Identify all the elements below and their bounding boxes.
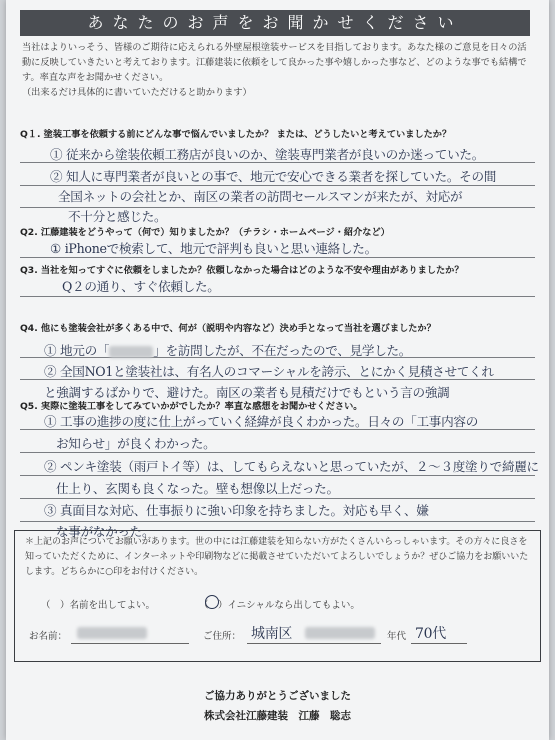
option-initial[interactable]: （ ）イニシャルなら出してもよい。 — [199, 600, 360, 611]
question-5: Q5. 実際に塗装工事をしてみていかがでしたか？率直な感想をお聞かせください。 — [20, 401, 363, 412]
thanks-text: ご協力ありがとうございました — [204, 690, 351, 702]
age-line — [411, 643, 467, 644]
option-name[interactable]: （ ）名前を出してよい。 — [41, 600, 156, 611]
intro-note: （出来るだけ具体的に書いていただけると助かります） — [22, 87, 252, 98]
answer-line — [20, 452, 535, 453]
answer-1-line-2: ② 知人に専門業者が良いとの事で、地元で安心できる業者を探していた。その間 — [50, 169, 497, 184]
redacted-address — [305, 627, 375, 639]
address-line — [247, 643, 381, 644]
answer-5-line-6: な事がなかった。 — [56, 524, 155, 539]
consent-request: ＊上記のお声についてお願いがあります。世の中には江藤建装を知らない方がたくさんいらっしゃいます。その方々に良さを知っていただくために、インターネットや印刷物などに掲載させていただいてよろしいでしょうか？ぜひご協力をお願いいたします。どちらかに○印をお付けください。 — [25, 537, 529, 577]
answer-line — [20, 257, 535, 258]
answer-5-line-1: ① 工事の進捗の度に仕上がっていく経緯が良くわかった。日々の「工事内容の — [44, 414, 478, 429]
selected-circle-mark — [205, 595, 219, 609]
company-signature: 株式会社江藤建装 江藤 聡志 — [204, 710, 351, 722]
answer-5-line-3: ② ペンキ塗装（雨戸トイ等）は、してもらえないと思っていたが、２〜３度塗りで綺麗に — [44, 459, 539, 474]
answer-5-line-2: お知らせ」が良くわかった。 — [56, 436, 216, 451]
address-label: ご住所： — [203, 631, 242, 642]
answer-1-line-4: 不十分と感じた。 — [68, 209, 167, 224]
intro-paragraph: 当社はよりいっそう、皆様のご期待に応えられる外壁屋根塗装サービスを目指しております。あなた様のご意見を日々の活動に反映していきたいと考えております。江藤建装に依頼をして良かった事や嬉しかった事など、どのような事でも結構です。率直な声をお聞かせください。 — [22, 42, 527, 83]
age-value: 70代 — [415, 626, 446, 642]
consent-box — [14, 530, 541, 662]
answer-1-line-3: 全国ネットの会社とか、南区の業者の訪問セールスマンが来たが、対応が — [58, 189, 463, 204]
answer-4-prefix: ① 地元の「 — [44, 343, 110, 358]
answer-line — [20, 498, 535, 499]
answer-line — [20, 296, 535, 297]
age-label: 年代 — [387, 631, 407, 642]
answer-5-line-5: ③ 真面目な対応、仕事振りに強い印象を持ちました。対応も早く、嫌 — [44, 503, 429, 518]
survey-title: あなたのお声をお聞かせください — [20, 10, 530, 36]
answer-1-line-1: ① 従来から塗装依頼工務店が良いのか、塗装専門業者が良いのか迷っていた。 — [50, 147, 484, 162]
name-line — [71, 643, 189, 644]
answer-2-line-1: ① iPhoneで検索して、地元で評判も良いと思い連絡した。 — [50, 241, 377, 256]
redacted-name — [77, 627, 147, 639]
answer-4-line-1 — [44, 340, 411, 359]
redacted-company — [109, 346, 153, 358]
name-label: お名前： — [29, 631, 68, 642]
answer-4-suffix: 」を訪問したが、不在だったので、見学した。 — [153, 343, 412, 358]
address-value: 城南区 — [251, 626, 293, 642]
question-1: Q１. 塗装工事を依頼する前にどんな事で悩んでいましたか？ または、どうしたいと考えていましたか？ — [20, 129, 452, 140]
answer-3-line-1: Q２の通り、すぐ依頼した。 — [62, 279, 220, 294]
question-3: Q3. 当社を知ってすぐに依頼をしましたか？依頼しなかった場合はどのような不安や理由がありましたか？ — [20, 265, 464, 276]
answer-5-line-4: 仕上り、玄関も良くなった。壁も想像以上だった。 — [56, 481, 339, 496]
intro-text — [22, 40, 534, 100]
answer-4-line-2: ② 全国NO1と塗装社は、有名人のコマーシャルを誇示、とにかく見積させてくれ — [44, 364, 494, 379]
answer-4-line-3: と強調するばかりで、避けた。南区の業者も見積だけでもという言の強調 — [44, 385, 450, 400]
answer-line — [20, 475, 535, 476]
question-4: Q4. 他にも塗装会社が多くある中で、何が（説明や内容など）決め手となって当社を選びましたか？ — [20, 323, 436, 334]
question-2: Q2. 江藤建装をどうやって（何で）知りましたか？（チラシ・ホームページ・紹介など） — [20, 227, 390, 238]
